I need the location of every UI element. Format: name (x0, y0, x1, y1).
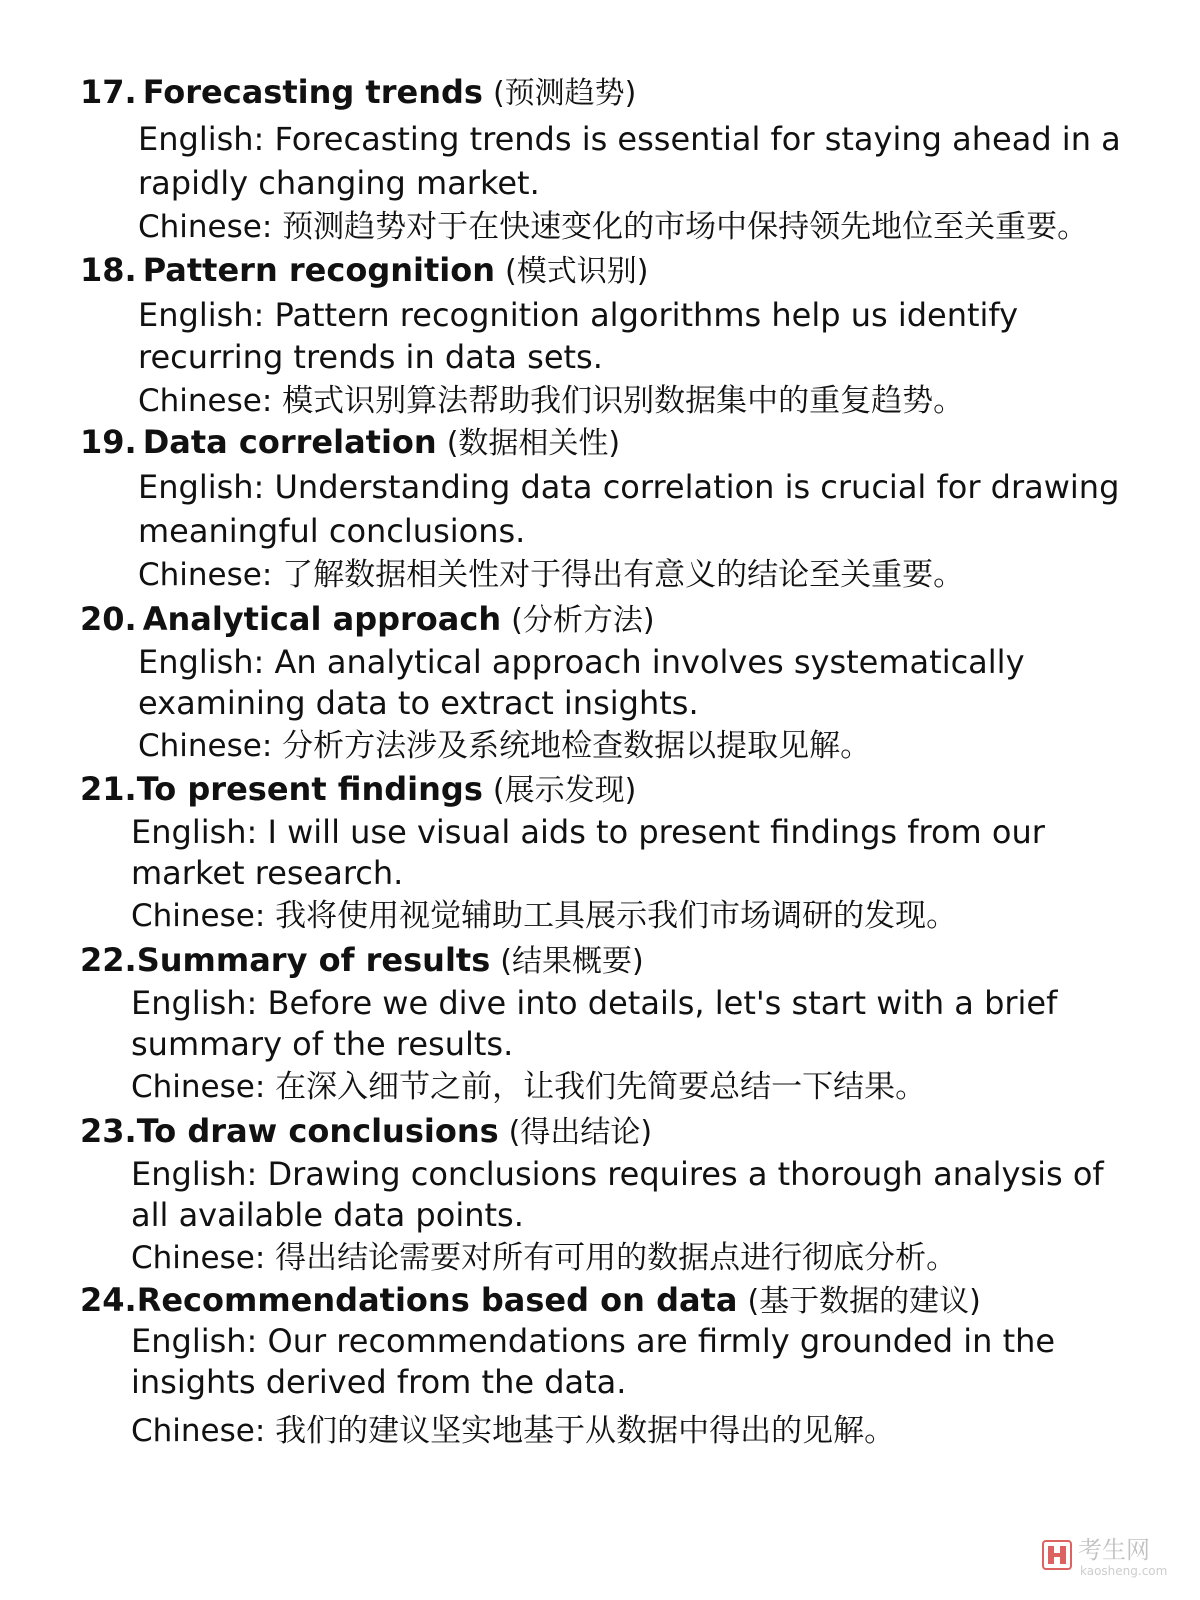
entry-term: Recommendations based on data (136, 1281, 738, 1319)
english-line-1: English: An analytical approach involves systematically (138, 643, 1025, 681)
english-line-2: rapidly changing market. (138, 164, 540, 202)
english-line-2: insights derived from the data. (131, 1363, 627, 1401)
english-line-1: English: Pattern recognition algorithms help us identify (138, 296, 1019, 334)
entry-number: 22. (80, 941, 137, 979)
entry-term-chinese: (展示发现) (492, 773, 637, 808)
entry-heading (80, 70, 636, 116)
entry-heading (80, 1278, 981, 1324)
watermark-name: 考生网 (1078, 1536, 1150, 1564)
chinese-translation: Chinese: 了解数据相关性对于得出有意义的结论至关重要。 (138, 557, 965, 593)
english-line-2: summary of the results. (131, 1025, 514, 1063)
entry-term-chinese: (数据相关性) (446, 426, 621, 461)
entry-number: 19. (80, 423, 137, 461)
chinese-translation: Chinese: 预测趋势对于在快速变化的市场中保持领先地位至关重要。 (138, 209, 1089, 245)
entry-number: 21. (80, 770, 137, 808)
entry-number: 17. (80, 73, 137, 111)
chinese-translation: Chinese: 我将使用视觉辅助工具展示我们市场调研的发现。 (131, 898, 958, 934)
entry-number: 18. (80, 251, 137, 289)
entry-term: Forecasting trends (142, 73, 483, 111)
chinese-translation: Chinese: 得出结论需要对所有可用的数据点进行彻底分析。 (131, 1240, 958, 1276)
watermark-domain: kaosheng.com (1080, 1564, 1168, 1578)
english-line-2: recurring trends in data sets. (138, 338, 603, 376)
chinese-translation: Chinese: 模式识别算法帮助我们识别数据集中的重复趋势。 (138, 383, 965, 419)
english-line-1: English: I will use visual aids to present findings from our (131, 813, 1045, 851)
chinese-translation: Chinese: 我们的建议坚实地基于从数据中得出的见解。 (131, 1413, 896, 1449)
entry-term: Summary of results (136, 941, 491, 979)
english-line-1: English: Forecasting trends is essential for staying ahead in a (138, 120, 1121, 158)
entry-heading (80, 938, 644, 984)
entry-number: 24. (80, 1281, 137, 1319)
entry-number: 20. (80, 600, 137, 638)
entry-heading (80, 420, 620, 466)
entry-term-chinese: (模式识别) (505, 254, 649, 289)
entry-heading (80, 1109, 652, 1155)
english-line-1: English: Drawing conclusions requires a thorough analysis of (131, 1155, 1104, 1193)
entry-term-chinese: (分析方法) (511, 603, 655, 638)
entry-term: Data correlation (142, 423, 437, 461)
entry-number: 23. (80, 1112, 137, 1150)
english-line-2: meaningful conclusions. (138, 512, 526, 550)
chinese-translation: Chinese: 分析方法涉及系统地检查数据以提取见解。 (138, 728, 872, 764)
english-line-1: English: Before we dive into details, let's start with a brief (131, 984, 1058, 1022)
entry-term: Analytical approach (142, 600, 502, 638)
entry-term-chinese: (预测趋势) (492, 76, 637, 111)
site-watermark (1042, 1534, 1168, 1582)
chinese-translation: Chinese: 在深入细节之前，让我们先简要总结一下结果。 (131, 1069, 927, 1105)
entry-term-chinese: (基于数据的建议) (747, 1284, 981, 1319)
english-line-2: examining data to extract insights. (138, 684, 699, 722)
english-line-1: English: Our recommendations are firmly grounded in the (131, 1322, 1056, 1360)
english-line-1: English: Understanding data correlation is crucial for drawing (138, 468, 1120, 506)
entry-term: To present findings (136, 770, 483, 808)
kaosheng-logo-icon (1042, 1540, 1072, 1570)
entry-term-chinese: (结果概要) (500, 944, 644, 979)
entry-heading (80, 597, 655, 643)
entry-heading (80, 767, 636, 813)
entry-heading (80, 248, 648, 294)
entry-term-chinese: (得出结论) (508, 1115, 653, 1150)
entry-term: Pattern recognition (142, 251, 495, 289)
english-line-2: all available data points. (131, 1196, 524, 1234)
english-line-2: market research. (131, 854, 404, 892)
entry-term: To draw conclusions (136, 1112, 499, 1150)
